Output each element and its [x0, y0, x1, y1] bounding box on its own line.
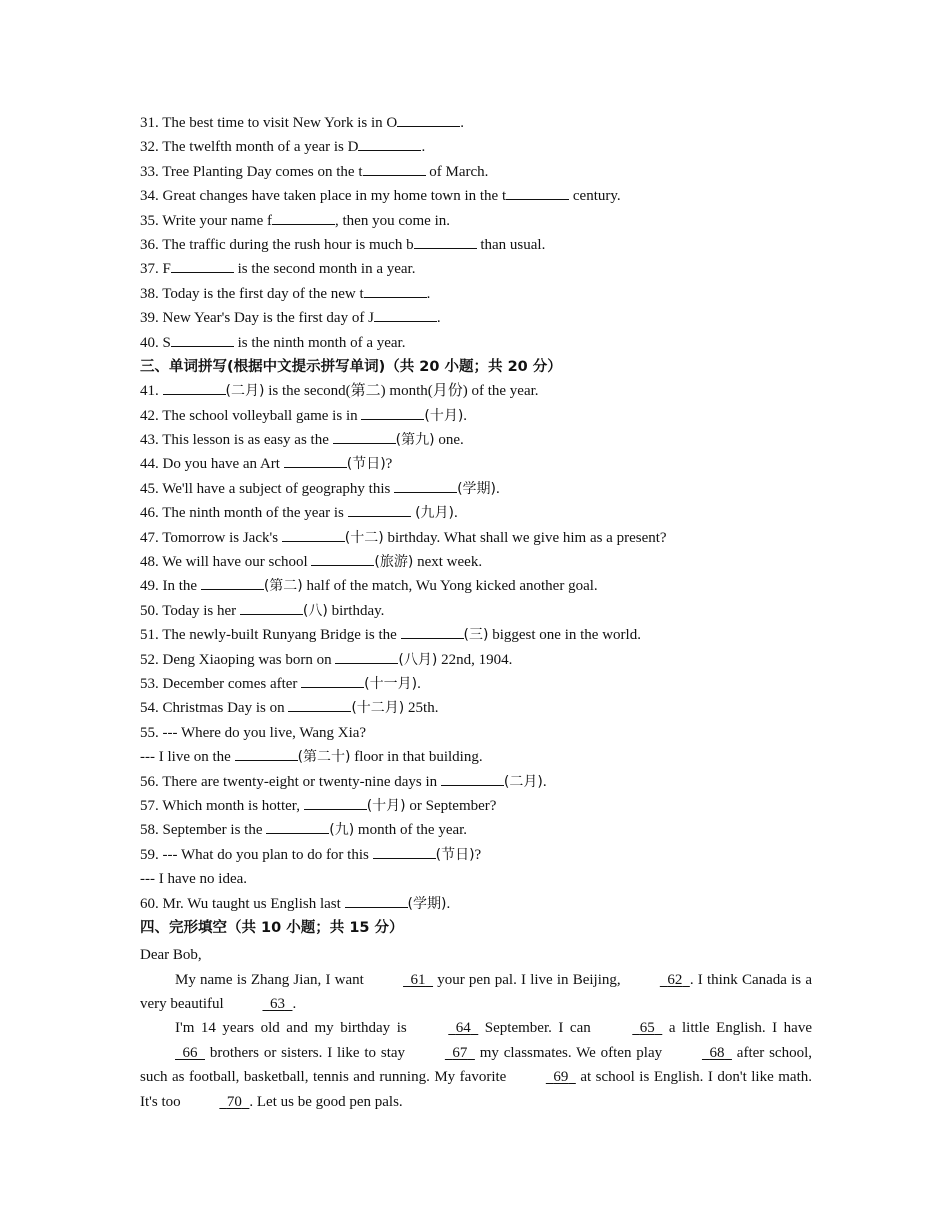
- answer-blank[interactable]: [240, 602, 303, 615]
- answer-blank[interactable]: [358, 138, 421, 151]
- worksheet-page: [140, 111, 812, 1114]
- question-text: The best time to visit New York is in O: [162, 115, 398, 131]
- question-text: Which month is hotter,: [162, 797, 304, 814]
- chinese-hint: (十月): [366, 797, 406, 814]
- question-number: 45.: [140, 480, 159, 497]
- blank-number: 68: [709, 1044, 725, 1061]
- question-number: 41.: [140, 383, 159, 400]
- answer-blank[interactable]: [171, 260, 234, 273]
- question-text: next week.: [413, 554, 483, 571]
- question-text: Tree Planting Day comes on the t: [162, 163, 363, 180]
- question-text: one.: [434, 432, 464, 449]
- question-42: [140, 404, 812, 428]
- question-text: half of the match, Wu Yong kicked another goal.: [302, 578, 598, 595]
- chinese-hint: (十一月): [364, 675, 418, 692]
- answer-blank[interactable]: [397, 114, 460, 127]
- question-number: 52.: [140, 651, 159, 668]
- section-3-questions: [140, 379, 812, 720]
- question-37: [140, 257, 812, 281]
- question-48: [140, 550, 812, 574]
- question-text: .: [436, 310, 441, 327]
- question-53: [140, 672, 812, 696]
- blank-number: 69: [553, 1069, 569, 1086]
- question-44: [140, 452, 812, 476]
- question-55-line-1: 55. --- Where do you live, Wang Xia?: [140, 724, 367, 741]
- question-text: is the second(第二) month(月份) of the year.: [264, 383, 539, 400]
- question-text: .: [421, 139, 426, 156]
- question-31: [140, 111, 812, 135]
- question-59-line-1: [140, 843, 812, 867]
- question-text: Today is the first day of the new t: [162, 285, 364, 302]
- question-text: The ninth month of the year is: [162, 505, 348, 522]
- question-number: 48.: [140, 554, 159, 571]
- chinese-hint: (十二): [344, 529, 384, 546]
- answer-blank[interactable]: [266, 821, 329, 834]
- answer-blank[interactable]: [284, 455, 347, 468]
- passage-text: . Let us be good pen pals.: [249, 1093, 403, 1110]
- blank-number: 62: [667, 971, 683, 988]
- question-text: than usual.: [476, 236, 546, 253]
- cloze-blank-69[interactable]: [511, 1065, 576, 1089]
- question-39: [140, 306, 812, 330]
- question-text: We will have our school: [162, 554, 312, 571]
- cloze-blank-61[interactable]: [368, 968, 433, 992]
- question-text: , then you come in.: [335, 212, 450, 229]
- blank-number: 61: [410, 971, 426, 988]
- answer-blank[interactable]: [363, 163, 426, 176]
- question-41: [140, 379, 812, 403]
- chinese-hint: (第二十): [297, 749, 351, 766]
- question-43: [140, 428, 812, 452]
- question-36: [140, 233, 812, 257]
- question-text: The newly-built Runyang Bridge is the: [162, 627, 401, 644]
- chinese-hint: (二月): [503, 773, 543, 790]
- chinese-hint: (八): [302, 602, 328, 619]
- cloze-blank-64[interactable]: [413, 1016, 478, 1040]
- question-58: [140, 818, 812, 842]
- question-51: [140, 623, 812, 647]
- answer-blank[interactable]: [304, 797, 367, 810]
- question-text: Christmas Day is on: [162, 700, 289, 717]
- question-number: 50.: [140, 602, 159, 619]
- passage-text: my classmates. We often play: [474, 1044, 667, 1061]
- answer-blank[interactable]: [394, 480, 457, 493]
- section-4-heading: 四、完形填空（共 10 小题；共 15 分）: [140, 919, 404, 936]
- answer-blank[interactable]: [364, 285, 427, 298]
- question-text: biggest one in the world.: [488, 627, 641, 644]
- question-text: Do you have an Art: [162, 456, 284, 473]
- question-text: .: [463, 407, 468, 424]
- question-49: [140, 574, 812, 598]
- question-text: The traffic during the rush hour is much b: [162, 236, 414, 253]
- question-text: In the: [162, 578, 201, 595]
- blank-number: 67: [452, 1044, 468, 1061]
- cloze-blank-67[interactable]: [410, 1041, 475, 1065]
- question-text: December comes after: [162, 675, 302, 692]
- question-52: [140, 648, 812, 672]
- cloze-blank-65[interactable]: [597, 1016, 662, 1040]
- question-57: [140, 794, 812, 818]
- question-text: .: [417, 675, 421, 692]
- chinese-hint: (第二): [263, 578, 303, 595]
- question-text: ?: [474, 846, 482, 863]
- question-text: .: [446, 895, 451, 912]
- question-text: floor in that building.: [350, 749, 483, 766]
- answer-blank[interactable]: [235, 748, 298, 761]
- question-32: [140, 135, 812, 159]
- passage-text: My name is Zhang Jian, I want: [175, 971, 369, 988]
- question-number: 47.: [140, 529, 159, 546]
- cloze-blank-62[interactable]: [625, 968, 690, 992]
- question-54: [140, 696, 812, 720]
- chinese-hint: (学期): [407, 895, 447, 912]
- question-text: The twelfth month of a year is D: [162, 139, 359, 156]
- answer-blank[interactable]: [201, 577, 264, 590]
- question-text: New Year's Day is the first day of J: [162, 310, 374, 327]
- question-number: 38.: [140, 285, 159, 302]
- question-number: 51.: [140, 627, 159, 644]
- question-47: [140, 526, 812, 550]
- chinese-hint: (三): [463, 627, 489, 644]
- question-text: S: [162, 334, 171, 351]
- blank-number: 65: [639, 1020, 655, 1037]
- passage-text: your pen pal. I live in Beijing,: [433, 971, 625, 988]
- letter-greeting: Dear Bob,: [140, 947, 202, 964]
- passage-text: at school is English. I don't like math. It's too: [140, 1069, 812, 1110]
- passage-text: brothers or sisters. I like to stay: [205, 1044, 410, 1061]
- question-text: or September?: [405, 797, 497, 814]
- question-text: .: [542, 773, 547, 790]
- question-38: [140, 282, 812, 306]
- question-33: [140, 160, 812, 184]
- question-text: century.: [569, 188, 621, 205]
- answer-blank[interactable]: [361, 407, 424, 420]
- question-text: of March.: [425, 163, 489, 180]
- passage-text: .: [292, 996, 297, 1013]
- question-text: 59. --- What do you plan to do for this: [140, 846, 373, 863]
- question-text: Tomorrow is Jack's: [162, 529, 282, 546]
- question-number: 49.: [140, 578, 159, 595]
- question-text: September is the: [162, 822, 267, 839]
- question-text: 22nd, 1904.: [437, 651, 513, 668]
- question-text: 25th.: [404, 700, 439, 717]
- answer-blank[interactable]: [335, 651, 398, 664]
- question-text: month of the year.: [354, 822, 468, 839]
- chinese-hint: (九): [329, 822, 355, 839]
- question-number: 40.: [140, 334, 159, 351]
- question-59-line-2: --- I have no idea.: [140, 871, 248, 888]
- question-number: 36.: [140, 236, 159, 253]
- answer-blank[interactable]: [414, 236, 477, 249]
- question-text: Write your name f: [162, 212, 273, 229]
- question-number: 54.: [140, 700, 159, 717]
- question-text: ?: [385, 456, 393, 473]
- chinese-hint: (九月): [410, 505, 454, 522]
- question-45: [140, 477, 812, 501]
- chinese-hint: (节日): [346, 456, 386, 473]
- question-text: .: [496, 480, 500, 497]
- question-60: [140, 892, 812, 916]
- answer-blank[interactable]: [311, 553, 374, 566]
- section-3-questions-continued: [140, 770, 812, 843]
- question-text: is the second month in a year.: [233, 261, 416, 278]
- question-text: .: [426, 285, 431, 302]
- question-text: 60. Mr. Wu taught us English last: [140, 895, 345, 912]
- blank-number: 64: [455, 1020, 471, 1037]
- question-number: 34.: [140, 188, 159, 205]
- question-text: birthday.: [327, 602, 385, 619]
- answer-blank[interactable]: [401, 626, 464, 639]
- question-text: .: [454, 505, 458, 522]
- letter-paragraph-1: [140, 968, 812, 1017]
- chinese-hint: (第九): [395, 432, 435, 449]
- letter-paragraph-2: [140, 1016, 812, 1114]
- answer-blank[interactable]: [373, 846, 436, 859]
- question-number: 42.: [140, 407, 159, 424]
- question-number: 35.: [140, 212, 159, 229]
- question-40: [140, 331, 812, 355]
- cloze-blank-63[interactable]: [227, 992, 292, 1016]
- question-number: 44.: [140, 456, 159, 473]
- answer-blank[interactable]: [374, 309, 437, 322]
- passage-text: after school, such as football, basketball, tennis and running. My favorite: [140, 1044, 813, 1086]
- question-number: 31.: [140, 115, 159, 131]
- chinese-hint: (八月): [398, 651, 438, 668]
- chinese-hint: (学期): [457, 480, 497, 497]
- chinese-hint: (十二月): [351, 700, 405, 717]
- question-number: 57.: [140, 797, 159, 814]
- question-text: is the ninth month of a year.: [233, 334, 406, 351]
- question-number: 46.: [140, 505, 159, 522]
- answer-blank[interactable]: [441, 773, 504, 786]
- passage-text: I'm 14 years old and my birthday is: [175, 1020, 414, 1037]
- answer-blank[interactable]: [163, 382, 226, 395]
- blank-number: 66: [182, 1044, 198, 1061]
- question-35: [140, 209, 812, 233]
- question-number: 58.: [140, 822, 159, 839]
- answer-blank[interactable]: [301, 675, 364, 688]
- question-text: Great changes have taken place in my home town in the t: [162, 188, 507, 205]
- answer-blank[interactable]: [333, 431, 396, 444]
- cloze-blank-68[interactable]: [667, 1041, 732, 1065]
- question-text: --- I live on the: [140, 749, 235, 766]
- answer-blank[interactable]: [348, 504, 411, 517]
- question-text: F: [162, 261, 171, 278]
- question-text: Deng Xiaoping was born on: [162, 651, 336, 668]
- answer-blank[interactable]: [288, 699, 351, 712]
- question-number: 43.: [140, 432, 159, 449]
- answer-blank[interactable]: [345, 895, 408, 908]
- blank-number: 70: [226, 1093, 242, 1110]
- question-34: [140, 184, 812, 208]
- question-55-line-2: [140, 745, 812, 769]
- question-number: 32.: [140, 139, 159, 156]
- chinese-hint: (十月): [424, 407, 464, 424]
- question-text: .: [460, 115, 464, 131]
- answer-blank[interactable]: [282, 529, 345, 542]
- section-3-heading: 三、单词拼写(根据中文提示拼写单词)（共 20 小题；共 20 分）: [140, 358, 562, 375]
- answer-blank[interactable]: [171, 334, 234, 347]
- chinese-hint: (二月): [225, 383, 265, 400]
- cloze-blank-66[interactable]: [140, 1041, 205, 1065]
- question-text: The school volleyball game is in: [162, 407, 362, 424]
- question-number: 56.: [140, 773, 159, 790]
- question-number: 39.: [140, 310, 159, 327]
- answer-blank[interactable]: [272, 212, 335, 225]
- blank-number: 63: [269, 996, 285, 1013]
- passage-text: a little English. I have: [662, 1020, 812, 1037]
- question-50: [140, 599, 812, 623]
- passage-text: . I think Canada is a very beautiful: [140, 971, 812, 1013]
- question-text: This lesson is as easy as the: [162, 432, 333, 449]
- chinese-hint: (节日): [435, 846, 475, 863]
- cloze-blank-70[interactable]: [184, 1090, 249, 1114]
- question-text: There are twenty-eight or twenty-nine days in: [162, 773, 441, 790]
- question-text: Today is her: [162, 602, 240, 619]
- passage-text: September. I can: [478, 1020, 598, 1037]
- section-2-questions: [140, 111, 812, 355]
- question-number: 53.: [140, 675, 159, 692]
- question-56: [140, 770, 812, 794]
- question-46: [140, 501, 812, 525]
- chinese-hint: (旅游): [374, 554, 414, 571]
- answer-blank[interactable]: [506, 187, 569, 200]
- question-text: birthday. What shall we give him as a present?: [383, 529, 667, 546]
- question-number: 37.: [140, 261, 159, 278]
- question-text: We'll have a subject of geography this: [162, 480, 395, 497]
- question-number: 33.: [140, 163, 159, 180]
